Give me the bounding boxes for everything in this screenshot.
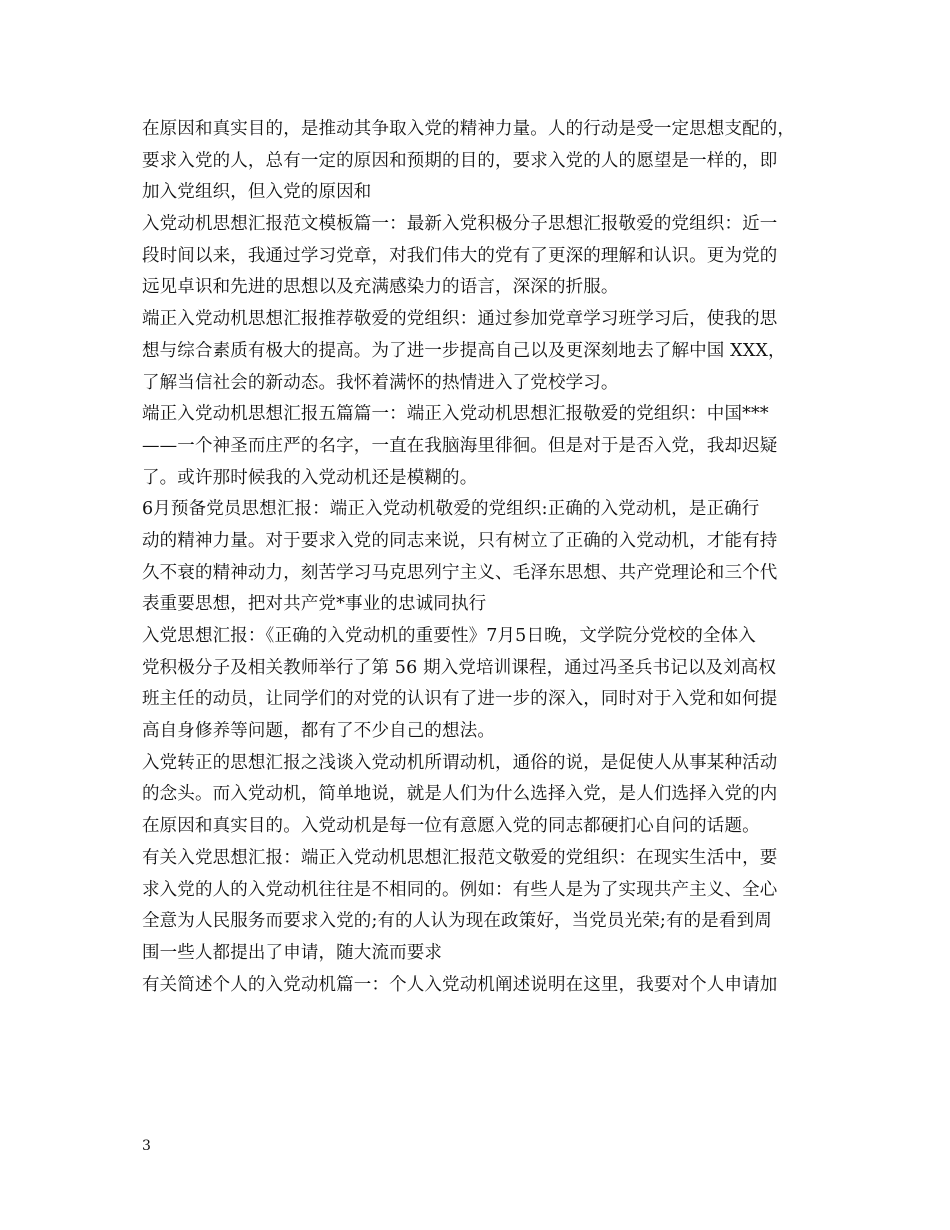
text-line: 围一些人都提出了申请，随大流而要求 <box>142 942 443 963</box>
text-line: 加入党组织，但入党的原因和 <box>142 182 372 203</box>
text-line: 动的精神力量。对于要求入党的同志来说，只有树立了正确的入党动机，才能有持 <box>142 530 778 551</box>
text-line: 想与综合素质有极大的提高。为了进一步提高自己以及更深刻地去了解中国 XXX， <box>142 340 786 361</box>
text-line: 党积极分子及相关教师举行了第 56 期入党培训课程，通过冯圣兵书记以及刘高权 <box>142 657 777 678</box>
text-line: 表重要思想，把对共产党*事业的忠诚同执行 <box>142 594 487 615</box>
text-line: 有关入党思想汇报：端正入党动机思想汇报范文敬爱的党组织：在现实生活中，要 <box>142 847 778 868</box>
text-line: 有关简述个人的入党动机篇一：个人入党动机阐述说明在这里，我要对个人申请加 <box>142 974 778 995</box>
page-number: 3 <box>142 1138 151 1154</box>
text-line: 端正入党动机思想汇报推荐敬爱的党组织：通过参加党章学习班学习后，使我的思 <box>142 309 778 330</box>
text-line: 6月预备党员思想汇报：端正入党动机敬爱的党组织:正确的入党动机，是正确行 <box>142 499 760 520</box>
text-line: 了。或许那时候我的入党动机还是模糊的。 <box>142 467 478 488</box>
text-line: 入党思想汇报：《正确的入党动机的重要性》7月5日晚，文学院分党校的全体入 <box>142 626 756 646</box>
text-line: 入党动机思想汇报范文模板篇一：最新入党积极分子思想汇报敬爱的党组织：近一 <box>142 214 778 235</box>
text-line: ——一个神圣而庄严的名字，一直在我脑海里徘徊。但是对于是否入党，我却迟疑 <box>142 435 778 456</box>
text-line: 了解当信社会的新动态。我怀着满怀的热情进入了党校学习。 <box>142 372 619 393</box>
text-line: 在原因和真实目的，是推动其争取入党的精神力量。人的行动是受一定思想支配的， <box>142 119 796 139</box>
text-line: 班主任的动员，让同学们的对党的认识有了进一步的深入，同时对于入党和如何提 <box>142 689 778 710</box>
text-line: 的念头。而入党动机，简单地说，就是人们为什么选择入党，是人们选择入党的内 <box>142 784 778 805</box>
text-line: 高自身修养等问题，都有了不少自己的想法。 <box>142 721 495 742</box>
text-line: 段时间以来，我通过学习党章，对我们伟大的党有了更深的理解和认识。更为党的 <box>142 245 778 266</box>
text-line: 久不衰的精神动力，刻苦学习马克思列宁主义、毛泽东思想、共产党理论和三个代 <box>142 562 778 583</box>
document-body <box>142 114 814 1001</box>
text-line: 全意为人民服务而要求入党的;有的人认为现在政策好，当党员光荣;有的是看到周 <box>142 911 772 932</box>
text-line: 远见卓识和先进的思想以及充满感染力的语言，深深的折服。 <box>142 277 619 298</box>
text-line: 入党转正的思想汇报之浅谈入党动机所谓动机，通俗的说，是促使人从事某种活动 <box>142 752 778 773</box>
text-line: 求入党的人的入党动机往往是不相同的。例如：有些人是为了实现共产主义、全心 <box>142 879 778 900</box>
text-line: 端正入党动机思想汇报五篇篇一：端正入党动机思想汇报敬爱的党组织：中国*** <box>142 404 769 425</box>
text-line: 在原因和真实目的。入党动机是每一位有意愿入党的同志都硬扪心自问的话题。 <box>142 816 760 837</box>
text-line: 要求入党的人，总有一定的原因和预期的目的，要求入党的人的愿望是一样的，即 <box>142 150 778 171</box>
